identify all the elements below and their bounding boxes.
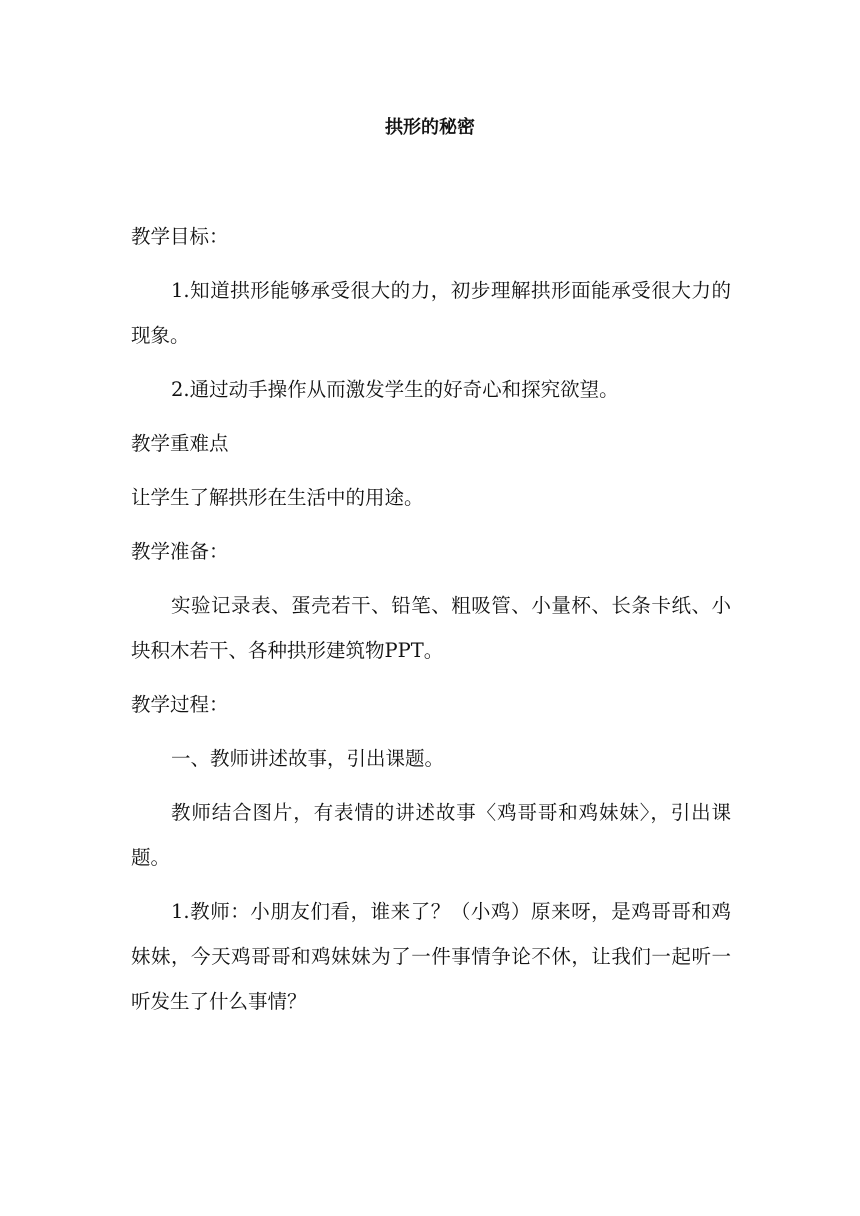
heading-preparation: 教学准备：: [131, 540, 229, 563]
document-body: [131, 214, 731, 1033]
goal-item-1: 1.知道拱形能够承受很大的力，初步理解拱形面能承受很大力的现象。: [131, 279, 731, 347]
preparation-text: 实验记录表、蛋壳若干、铅笔、粗吸管、小量杯、长条卡纸、小块积木若干、各种拱形建筑物PPT。: [131, 594, 731, 662]
key-points-text: 让学生了解拱形在生活中的用途。: [131, 486, 424, 509]
heading-teaching-goals: 教学目标：: [131, 225, 229, 248]
heading-process: 教学过程：: [131, 693, 229, 716]
goal-item-2: 2.通过动手操作从而激发学生的好奇心和探究欲望。: [171, 378, 619, 401]
process-step-1-heading: 一、教师讲述故事，引出课题。: [171, 747, 445, 770]
document-title: 拱形的秘密: [385, 117, 475, 138]
heading-key-points: 教学重难点: [131, 432, 229, 455]
process-step-1-item-1: 1.教师：小朋友们看，谁来了？（小鸡）原来呀，是鸡哥哥和鸡妹妹，今天鸡哥哥和鸡妹妹为了一件事情争论不休，让我们一起听一听发生了什么事情？: [131, 900, 731, 1013]
process-step-1-text: 教师结合图片，有表情的讲述故事〈鸡哥哥和鸡妹妹〉，引出课题。: [131, 801, 731, 869]
